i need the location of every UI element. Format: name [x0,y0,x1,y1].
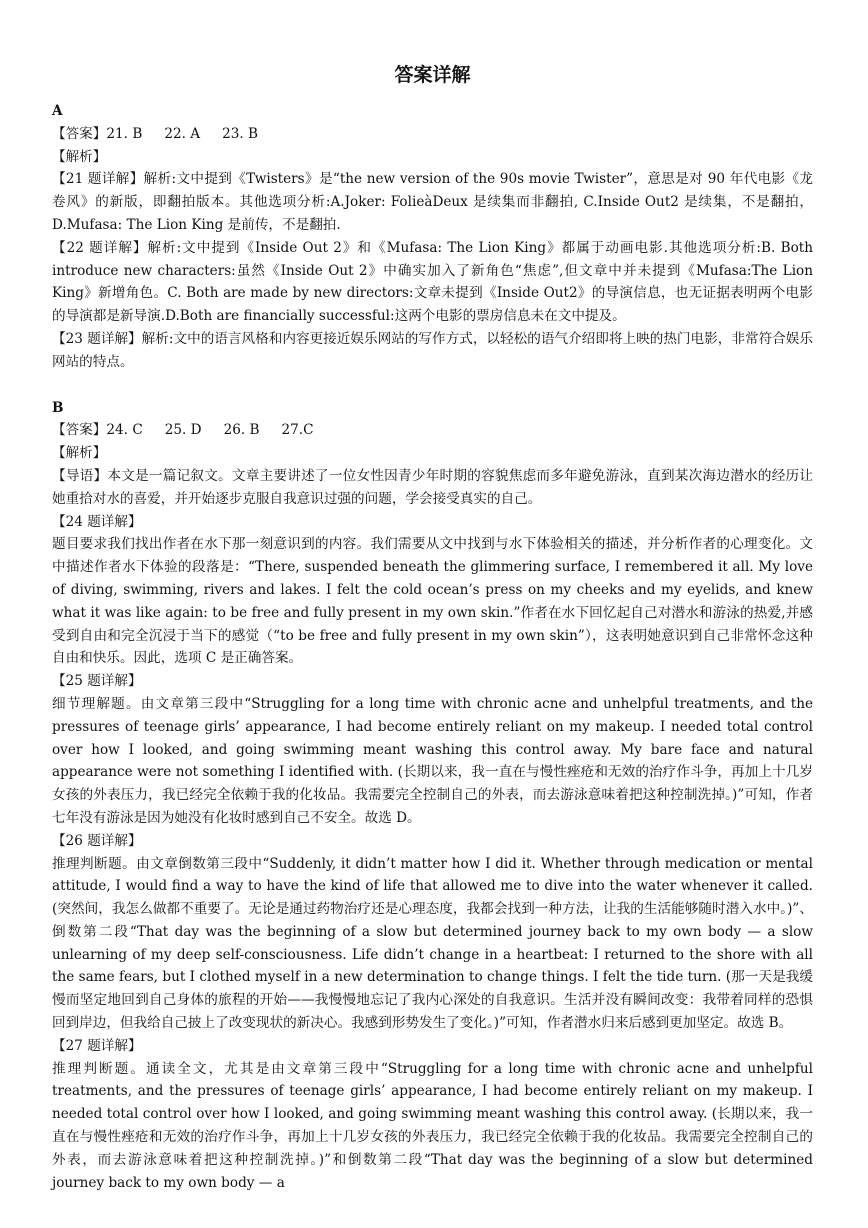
answer-23: 23. B [222,125,259,142]
section-b-intro: 【导语】本文是一篇记叙文。文章主要讲述了一位女性因青少年时期的容貌焦虑而多年避免游泳，直到某次海边潜水的经历让她重拾对水的喜爱，并开始逐步克服自我意识过强的问题，学会接受真实的自己。 [52,467,813,507]
answer-27: 27.C [281,422,314,439]
section-a-letter: A [52,103,63,119]
section-a-analysis-label: 【解析】 [52,148,107,165]
section-b-answers [52,419,813,442]
section-b-letter: B [52,399,64,416]
q25-explanation: 细节理解题。由文章第三段中“Struggling for a long time with chronic acne and unhelpful treatments, and the pressures of teenage girls’ appearance, I had become entirely reliant on my makeup. I needed total control over how I looked, and going swimming meant washing this control away. My bare face and natural appearance were not something I identified with. (长期以来，我一直在与慢性痤疮和无效的治疗作斗争，再加上十几岁女孩的外表压力，我已经完全依赖于我的化妆品。我需要完全控制自己的外表，而去游泳意味着把这种控制洗掉。)”可知，作者七年没有游泳是因为她没有化妆时感到自己不安全。故选 D。 [52,695,813,826]
q24-explanation: 题目要求我们找出作者在水下那一刻意识到的内容。我们需要从文中找到与水下体验相关的描述，并分析作者的心理变化。文中描述作者水下体验的段落是：“There, suspended beneath the glimmering surface, I remembered it all. My love of diving, swimming, rivers and lakes. I felt the cold ocean’s press on my cheeks and my eyelids, and knew what it was like again: to be free and fully present in my own skin.”作者在水下回忆起自己对潜水和游泳的热爱,并感受到自由和完全沉浸于当下的感觉（“to be free and fully present in my own skin”），这表明她意识到自己非常怀念这种自由和快乐。因此，选项 C 是正确答案。 [52,536,813,667]
section-b-analysis-label: 【解析】 [52,445,107,462]
q23-explanation: 【23 题详解】解析:文中的语言风格和内容更接近娱乐网站的写作方式，以轻松的语气介绍即将上映的热门电影，非常符合娱乐网站的特点。 [52,330,813,370]
answer-24: 24. C [106,422,143,439]
q24-label: 【24 题详解】 [52,513,142,530]
answers-label: 【答案】 [52,125,107,142]
q25-label: 【25 题详解】 [52,673,142,690]
q26-label: 【26 题详解】 [52,832,142,849]
q22-explanation: 【22 题详解】解析:文中提到《Inside Out 2》和《Mufasa: The Lion King》都属于动画电影.其他选项分析:B. Both introduce new characters:虽然《Inside Out 2》中确实加入了新角色“焦虑”,但文章中并未提到《Mufasa:The Lion King》新增角色。C. Both are made by new directors:文章未提到《Inside Out2》的导演信息，也无证据表明两个电影的导演都是新导演.D.Both are financially successful:这两个电影的票房信息未在文中提及。 [52,239,813,325]
answer-26: 26. B [223,422,260,439]
q27-explanation: 推理判断题。通读全文，尤其是由文章第三段中“Struggling for a long time with chronic acne and unhelpful treatments, and the pressures of teenage girls’ appearance, I had become entirely reliant on my makeup. I needed total control over how I looked, and going swimming meant washing this control away. (长期以来，我一直在与慢性痤疮和无效的治疗作斗争，再加上十几岁女孩的外表压力，我已经完全依赖于我的化妆品。我需要完全控制自己的外表，而去游泳意味着把这种控制洗掉。)”和倒数第二段“That day was the beginning of a slow but determined journey back to my own body — a [52,1060,813,1191]
q26-explanation: 推理判断题。由文章倒数第三段中“Suddenly, it didn’t matter how I did it. Whether through medication or mental attitude, I would find a way to have the kind of life that allowed me to dive into the water whenever it called. (突然间，我怎么做都不重要了。无论是通过药物治疗还是心理态度，我都会找到一种方法，让我的生活能够随时潜入水中。)”、倒数第二段“That day was the beginning of a slow but determined journey back to my own body — a slow unlearning of my deep self-consciousness. Life didn’t change in a heartbeat: I returned to the shore with all the same fears, but I clothed myself in a new determination to change things. I felt the tide turn. (那一天是我缓慢而坚定地回到自己身体的旅程的开始——我慢慢地忘记了我内心深处的自我意识。生活并没有瞬间改变：我带着同样的恐惧回到岸边，但我给自己披上了改变现状的新决心。我感到形势发生了变化。)”可知，作者潜水归来后感到更加坚定。故选 B。 [52,855,813,1032]
answers-label: 【答案】 [52,422,107,439]
q27-label: 【27 题详解】 [52,1037,142,1054]
section-divider [52,374,813,397]
section-a-answers [52,123,813,146]
page-title: 答案详解 [394,64,471,86]
answer-25: 25. D [164,422,202,439]
answer-21: 21. B [106,125,143,142]
q21-explanation: 【21 题详解】解析:文中提到《Twisters》是“the new version of the 90s movie Twister”，意思是对 90 年代电影《龙卷风》的新版，即翻拍版本。其他选项分析:A.Joker: FolieàDeux 是续集而非翻拍, C.Inside Out2 是续集，不是翻拍，D.Mufasa: The Lion King 是前传，不是翻拍. [52,171,813,233]
answer-22: 22. A [164,125,201,142]
